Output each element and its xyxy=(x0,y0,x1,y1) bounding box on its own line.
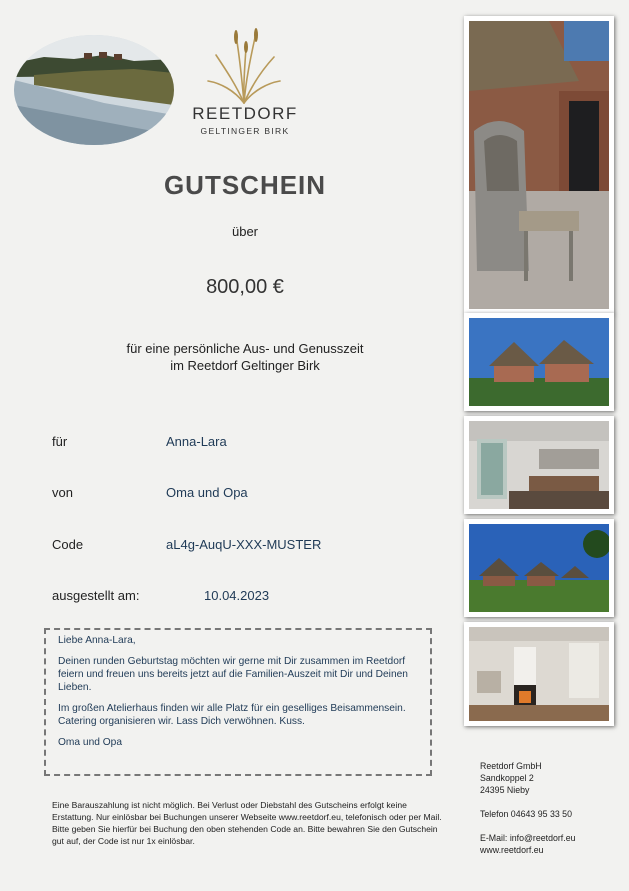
village-photo xyxy=(464,519,614,617)
message-greeting: Liebe Anna-Lara, xyxy=(58,635,136,646)
personal-message-box xyxy=(44,628,432,776)
company-street: Sandkoppel 2 xyxy=(480,773,534,783)
fireplace-interior-photo xyxy=(464,622,614,726)
code-value: aL4g-AuqU-XXX-MUSTER xyxy=(166,537,322,552)
brand-subtitle: GELTINGER BIRK xyxy=(200,126,290,136)
company-phone: Telefon 04643 95 33 50 xyxy=(480,809,572,819)
company-contact xyxy=(480,760,620,856)
terms-fine-print: Eine Barauszahlung ist nicht möglich. Bei Verlust oder Diebstahl des Gutscheins erfolgt keine Erstattung. Nur einlösbar bei Buchungen unserer Webseite www.reetdorf.eu, telefonisch oder per Mail. Bitte geben Sie hierfür bei Buchung den oben stehenden Code an. Bitte bewahren Sie den Gutschein gut auf, der Code ist nur 1x einlösbar. xyxy=(52,800,442,846)
lake-photo xyxy=(14,35,174,145)
company-city: 24395 Nieby xyxy=(480,785,530,795)
message-paragraph-2: Im großen Atelierhaus finden wir alle Platz für ein geselliges Beisammensein. Catering organisieren wir. Lass Dich verwöhnen. Kuss. xyxy=(58,703,406,727)
issued-date-value: 10.04.2023 xyxy=(204,588,270,603)
brand-name: REETDORF xyxy=(192,104,298,123)
voucher-title: GUTSCHEIN xyxy=(163,170,327,200)
voucher-purpose xyxy=(80,340,410,374)
sender-value: Oma und Opa xyxy=(166,485,248,500)
purpose-line-1: für eine persönliche Aus- und Genusszeit xyxy=(126,341,364,356)
sender-label: von xyxy=(52,485,73,500)
code-label: Code xyxy=(52,537,84,552)
voucher-amount: 800,00 € xyxy=(206,276,284,298)
issued-date-label: ausgestellt am: xyxy=(52,588,140,603)
kitchen-interior-photo xyxy=(464,416,614,514)
over-label: über xyxy=(231,224,259,239)
message-signature: Oma und Opa xyxy=(58,737,122,748)
beach-chair-photo xyxy=(464,16,614,314)
thatched-houses-photo xyxy=(464,313,614,411)
company-website: www.reetdorf.eu xyxy=(480,845,544,855)
recipient-label: für xyxy=(52,434,68,449)
company-name: Reetdorf GmbH xyxy=(480,761,542,771)
company-email: E-Mail: info@reetdorf.eu xyxy=(480,833,576,843)
purpose-line-2: im Reetdorf Geltinger Birk xyxy=(170,358,320,373)
recipient-value: Anna-Lara xyxy=(166,434,227,449)
message-paragraph-1: Deinen runden Geburtstag möchten wir gerne mit Dir zusammen im Reetdorf feiern und freuen uns bereits jetzt auf die Familien-Auszeit mit Dir und Deinen Lieben. xyxy=(58,656,408,693)
